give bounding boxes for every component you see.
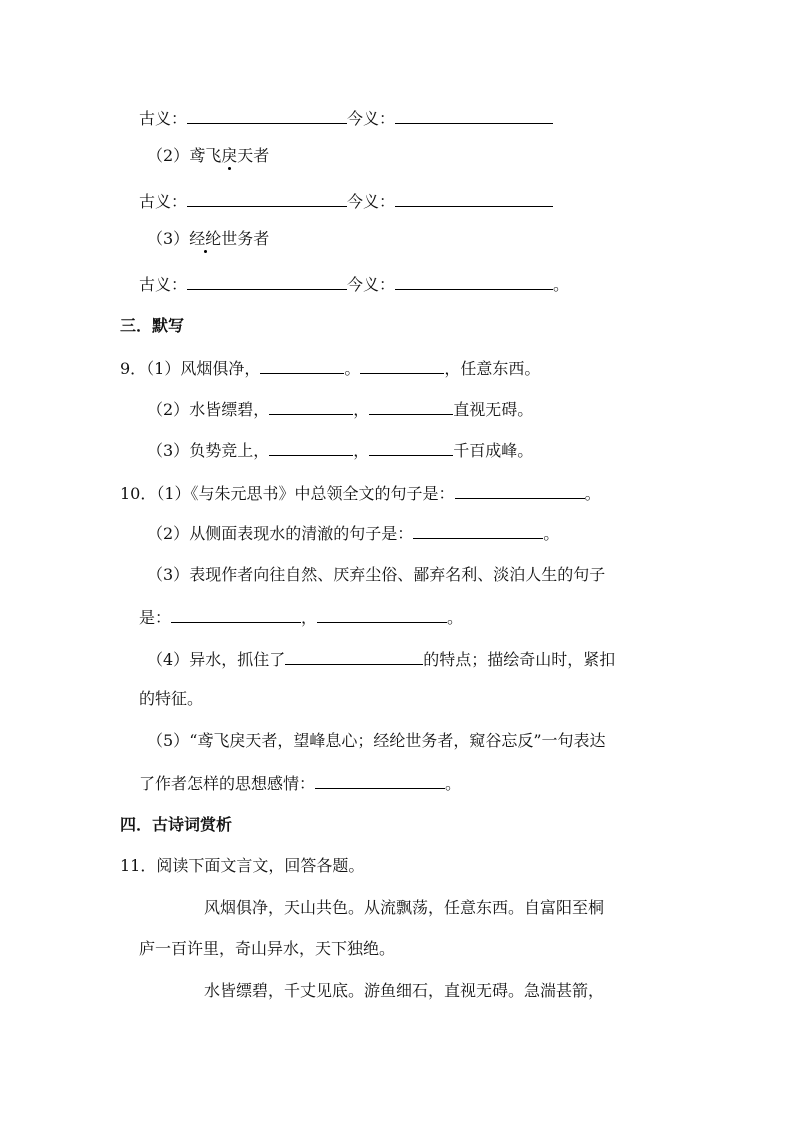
gu-yi-label: 古义： (139, 275, 188, 294)
q8-item3 (147, 228, 269, 250)
period: 。 (447, 608, 464, 627)
q8-item1-answer-line (139, 107, 553, 130)
gu-yi-blank[interactable] (187, 190, 347, 207)
answer-blank[interactable] (269, 439, 353, 456)
question-text: “鸢飞戾天者，望峰息心；经纶世务者，窥谷忘反”一句表达 (189, 731, 606, 750)
item-number: （4） (147, 650, 190, 669)
question-number: 9．（1） (120, 359, 181, 378)
item-number: （3） (147, 565, 190, 584)
answer-blank[interactable] (369, 439, 453, 456)
jin-yi-blank[interactable] (395, 190, 553, 207)
section-heading-poetry-appreciation: 四．古诗词赏析 (120, 815, 233, 834)
item-number: （5） (147, 731, 190, 750)
punctuation: ， (353, 441, 370, 460)
punctuation: ， (301, 608, 318, 627)
phrase-text: 水皆缥碧， (189, 400, 270, 419)
q9-item3 (147, 439, 533, 462)
answer-blank[interactable] (269, 398, 353, 415)
answer-blank[interactable] (360, 357, 444, 374)
q10-item5-continuation (139, 772, 461, 795)
jin-yi-label: 今义： (347, 275, 396, 294)
q10-item3 (147, 564, 605, 586)
jin-yi-blank[interactable] (395, 273, 553, 290)
question-number: 10．（1） (120, 484, 191, 503)
q10-item2 (147, 522, 559, 545)
item-number: （2） (147, 400, 190, 419)
phrase-text: 直视无碍。 (453, 400, 534, 419)
item-number: （3） (147, 229, 190, 248)
emphasis-dot-text: 经纶 (189, 229, 222, 248)
period: 。 (584, 484, 601, 503)
period: 。 (553, 275, 570, 294)
period: 。 (445, 774, 462, 793)
answer-blank[interactable] (315, 772, 445, 789)
q11-stem: 11．阅读下面文言文，回答各题。 (120, 856, 365, 875)
q10-item5 (147, 730, 606, 752)
item-number: （2） (147, 524, 190, 543)
jin-yi-label: 今义： (347, 109, 396, 128)
phrase-text: 天者 (237, 146, 270, 165)
question-text: 异水，抓住了 (189, 650, 286, 669)
jin-yi-label: 今义： (347, 192, 396, 211)
q8-item2 (147, 145, 269, 167)
phrase-text: 千百成峰。 (453, 441, 534, 460)
q10-item4-continuation: 的特征。 (139, 689, 204, 708)
passage-paragraph-1: 风烟俱净，天山共色。从流飘荡，任意东西。自富阳至桐 (204, 898, 605, 917)
q10-item4 (147, 648, 615, 671)
answer-blank[interactable] (413, 522, 543, 539)
answer-blank[interactable] (369, 398, 453, 415)
phrase-text: ，任意东西。 (444, 359, 541, 378)
section-heading-dictation: 三．默写 (120, 316, 185, 335)
phrase-text: 世务者 (221, 229, 270, 248)
question-text: 《与朱元思书》中总领全文的句子是： (190, 484, 455, 503)
gu-yi-label: 古义： (139, 192, 188, 211)
period: 。 (543, 524, 560, 543)
q8-item2-answer-line (139, 190, 553, 213)
punctuation: 。 (344, 359, 361, 378)
q10-item3-continuation (139, 606, 463, 629)
passage-paragraph-1-continuation: 庐一百许里，奇山异水，天下独绝。 (139, 939, 396, 958)
question-text: 了作者怎样的思想感情： (139, 774, 316, 793)
phrase-text: 风烟俱净， (180, 359, 261, 378)
answer-blank[interactable] (285, 648, 423, 665)
phrase-text: 负势竞上， (189, 441, 270, 460)
question-text: 表现作者向往自然、厌弃尘俗、鄙弃名利、淡泊人生的句子 (189, 565, 606, 584)
answer-blank[interactable] (317, 606, 447, 623)
phrase-text: 鸢飞 (189, 146, 222, 165)
punctuation: ， (353, 400, 370, 419)
item-number: （3） (147, 441, 190, 460)
answer-blank[interactable] (455, 482, 585, 499)
jin-yi-blank[interactable] (395, 107, 553, 124)
answer-blank[interactable] (171, 606, 301, 623)
emphasis-dot-text: 戾 (221, 146, 238, 165)
gu-yi-blank[interactable] (187, 107, 347, 124)
item-number: （2） (147, 146, 190, 165)
gu-yi-label: 古义： (139, 109, 188, 128)
gu-yi-blank[interactable] (187, 273, 347, 290)
question-text: 的特点；描绘奇山时，紧扣 (423, 650, 616, 669)
answer-blank[interactable] (260, 357, 344, 374)
passage-paragraph-2: 水皆缥碧，千丈见底。游鱼细石，直视无碍。急湍甚箭， (204, 981, 605, 1000)
question-text: 从侧面表现水的清澈的句子是： (189, 524, 414, 543)
q9-item1 (120, 357, 540, 380)
q10-item1 (120, 482, 601, 505)
q8-item3-answer-line (139, 273, 569, 296)
q9-item2 (147, 398, 533, 421)
question-text: 是： (139, 608, 172, 627)
